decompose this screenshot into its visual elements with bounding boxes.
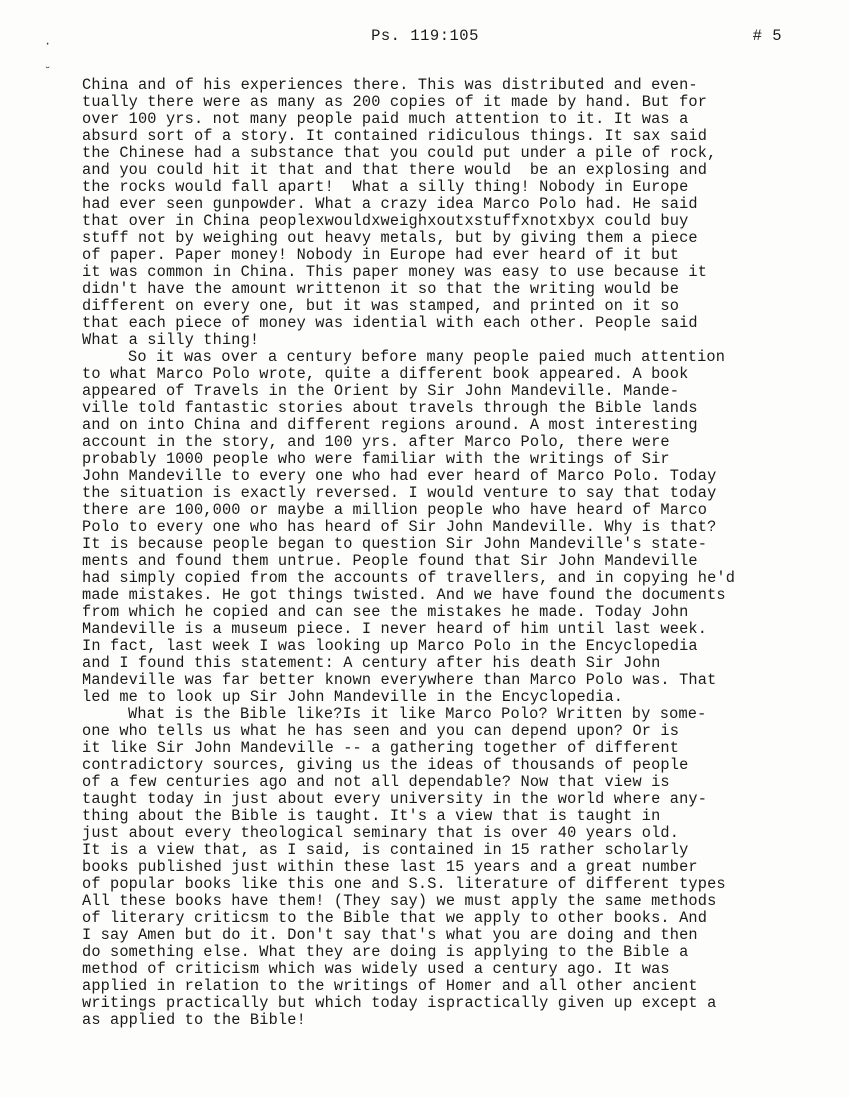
text-line: that each piece of money was idential with each other. People said <box>82 314 698 332</box>
text-line: had ever seen gunpowder. What a crazy idea Marco Polo had. He said <box>82 195 698 213</box>
text-line: It is a view that, as I said, is contained in 15 rather scholarly <box>82 841 689 859</box>
text-line: What is the Bible like?Is it like Marco Polo? Written by some- <box>128 705 707 723</box>
margin-tick: ˘ <box>44 65 52 79</box>
text-line: from which he copied and can see the mistakes he made. Today John <box>82 603 689 621</box>
text-line: different on every one, but it was stamped, and printed on it so <box>82 297 680 315</box>
text-line: ville told fantastic stories about travels through the Bible lands <box>82 399 698 417</box>
text-line: didn't have the amount writtenon it so that the writing would be <box>82 280 680 298</box>
text-line: over 100 yrs. not many people paid much attention to it. It was a <box>82 110 689 128</box>
text-line: I say Amen but do it. Don't say that's what you are doing and then <box>82 926 698 944</box>
page-title: Ps. 119:105 <box>371 27 479 45</box>
text-line: All these books have them! (They say) we must apply the same methods <box>82 892 717 910</box>
text-line: account in the story, and 100 yrs. after Marco Polo, there were <box>82 433 670 451</box>
page-header <box>0 27 850 49</box>
text-line: to what Marco Polo wrote, quite a different book appeared. A book <box>82 365 689 383</box>
text-line: and I found this statement: A century after his death Sir John <box>82 654 661 672</box>
text-line: and you could hit it that and that there would be an explosing and <box>82 161 708 179</box>
text-line: What a silly thing! <box>82 331 260 349</box>
page-number: # 5 <box>752 27 782 45</box>
text-line: Mandeville was far better known everywhere than Marco Polo was. That <box>82 671 717 689</box>
text-line: tually there were as many as 200 copies of it made by hand. But for <box>82 93 708 111</box>
text-line: as applied to the Bible! <box>82 1011 306 1029</box>
text-line: writings practically but which today ispractically given up except a <box>82 994 717 1012</box>
text-line: led me to look up Sir John Mandeville in the Encyclopedia. <box>82 688 624 706</box>
text-line: thing about the Bible is taught. It's a view that is taught in <box>82 807 661 825</box>
text-line: contradictory sources, giving us the ideas of thousands of people <box>82 756 689 774</box>
text-line: one who tells us what he has seen and you can depend upon? Or is <box>82 722 680 740</box>
text-line: In fact, last week I was looking up Marco Polo in the Encyclopedia <box>82 637 698 655</box>
text-line: books published just within these last 15 years and a great number <box>82 858 698 876</box>
text-line: taught today in just about every university in the world where any- <box>82 790 708 808</box>
text-line: of literary criticsm to the Bible that we apply to other books. And <box>82 909 708 927</box>
text-line: applied in relation to the writings of Homer and all other ancient <box>82 977 698 995</box>
text-line: of paper. Paper money! Nobody in Europe had ever heard of it but <box>82 246 680 264</box>
text-line: made mistakes. He got things twisted. And we have found the documents <box>82 586 726 604</box>
text-line: ments and found them untrue. People found that Sir John Mandeville <box>82 552 698 570</box>
text-line: there are 100,000 or maybe a million people who have heard of Marco <box>82 501 708 519</box>
text-line: the situation is exactly reversed. I would venture to say that today <box>82 484 717 502</box>
text-line: of a few centuries ago and not all dependable? Now that view is <box>82 773 670 791</box>
text-line: of popular books like this one and S.S. literature of different types <box>82 875 726 893</box>
body-text <box>82 77 822 1029</box>
text-line: and on into China and different regions around. A most interesting <box>82 416 698 434</box>
text-line: appeared of Travels in the Orient by Sir John Mandeville. Mande- <box>82 382 680 400</box>
text-line: the Chinese had a substance that you could put under a pile of rock, <box>82 144 717 162</box>
text-line: absurd sort of a story. It contained ridiculous things. It sax said <box>82 127 708 145</box>
text-line: had simply copied from the accounts of travellers, and in copying he'd <box>82 569 736 587</box>
text-line: the rocks would fall apart! What a silly thing! Nobody in Europe <box>82 178 689 196</box>
text-line: it was common in China. This paper money was easy to use because it <box>82 263 708 281</box>
text-line: do something else. What they are doing is applying to the Bible a <box>82 943 689 961</box>
text-line: Mandeville is a museum piece. I never heard of him until last week. <box>82 620 708 638</box>
text-line: stuff not by weighing out heavy metals, but by giving them a piece <box>82 229 698 247</box>
text-line: Polo to every one who has heard of Sir John Mandeville. Why is that? <box>82 518 717 536</box>
text-line: So it was over a century before many people paied much attention <box>128 348 726 366</box>
text-line: It is because people began to question Sir John Mandeville's state- <box>82 535 708 553</box>
text-line: probably 1000 people who were familiar with the writings of Sir <box>82 450 670 468</box>
text-line: John Mandeville to every one who had ever heard of Marco Polo. Today <box>82 467 717 485</box>
text-line: China and of his experiences there. This was distributed and even- <box>82 76 698 94</box>
text-line: just about every theological seminary that is over 40 years old. <box>82 824 680 842</box>
text-line: method of criticism which was widely used a century ago. It was <box>82 960 670 978</box>
margin-dot: · <box>44 37 52 51</box>
text-line: that over in China peoplexwouldxweighxoutxstuffxnotxbyx could buy <box>82 212 689 230</box>
text-line: it like Sir John Mandeville -- a gathering together of different <box>82 739 680 757</box>
